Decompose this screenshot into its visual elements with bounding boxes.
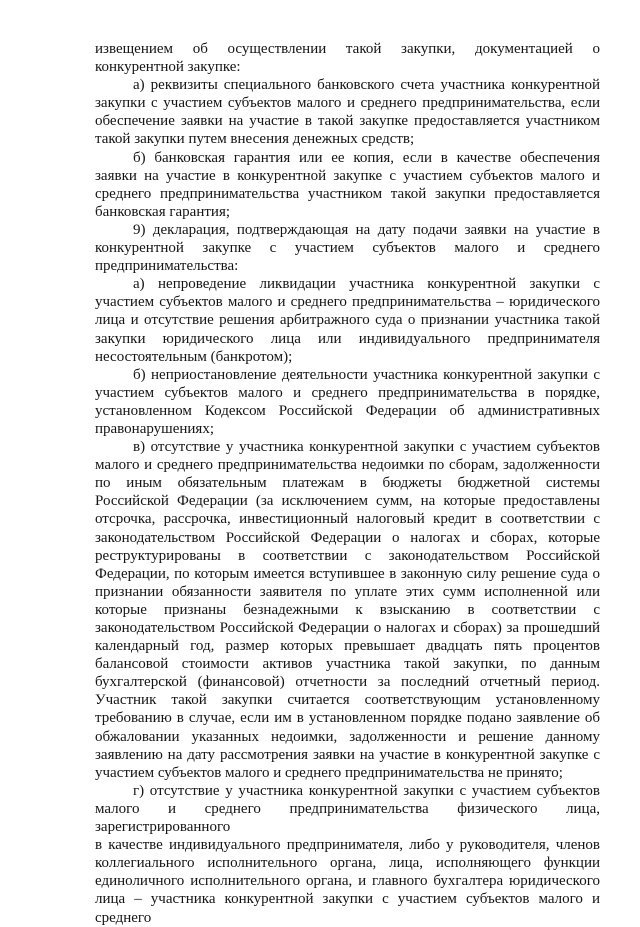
document-text-line: отсрочка, рассрочка, инвестиционный налоговый кредит в соответствии с — [95, 511, 600, 528]
document-text-line: установленном Кодексом Российской Федерации об административных — [95, 402, 600, 419]
document-text-line: Российской Федерации (за исключением сумм, на которые предоставлены — [95, 493, 600, 510]
document-text-line: такой закупки путем внесения денежных средств; — [95, 131, 415, 148]
document-text-line: обеспечение заявки на участие в такой закупке предоставляется участником — [95, 113, 600, 130]
document-page — [95, 40, 600, 927]
document-text-line: признании обязанности заявителя по уплате этих сумм исполненной или — [95, 583, 600, 600]
document-text-line: закупки юридического лица или индивидуального предпринимателя — [95, 330, 600, 347]
document-text-line: предпринимательства: — [95, 258, 239, 275]
document-text-line: законодательством Российской Федерации о налогах и сборах) за прошедший — [95, 620, 600, 636]
document-text-line: лица и отсутствие решения арбитражного суда о признании участника такой — [95, 312, 600, 329]
document-text-line: среднего предпринимательства участником такой закупки предоставляется — [95, 185, 600, 202]
document-text-line: заявки на участие в конкурентной закупке с участием субъектов малого и — [95, 167, 600, 184]
document-text-line: банковская гарантия; — [95, 203, 231, 220]
document-text-line: по иным обязательным платежам в бюджеты бюджетной системы — [95, 475, 600, 492]
document-text-line: в) отсутствие у участника конкурентной закупки с участием субъектов — [133, 439, 600, 456]
document-text-line: малого и среднего предпринимательства недоимки по сборам, задолженности — [95, 457, 600, 474]
document-text-line: требованию в случае, если им в установленном порядке подано заявление об — [95, 710, 600, 727]
document-text-line: конкурентной закупке с участием субъектов малого и среднего — [95, 240, 600, 257]
document-text-line: Участник такой закупки считается соответствующим установленному — [95, 692, 600, 709]
document-text-line: в качестве индивидуального предпринимателя, либо у руководителя, членов — [95, 837, 600, 854]
document-text-line: правонарушениях; — [95, 420, 214, 437]
document-text-line: конкурентной закупке: — [95, 59, 241, 76]
document-text-line: участием субъектов малого и среднего предпринимательства в порядке, — [95, 384, 600, 401]
document-text-line: участием субъектов малого и среднего предпринимательства – юридического — [95, 294, 600, 311]
document-text-line: балансовой стоимости активов участника такой закупки, по данным — [95, 656, 600, 673]
document-text-line: законодательством Российской Федерации о налогах и сборах, которые — [95, 529, 600, 546]
document-text-line: 9) декларация, подтверждающая на дату подачи заявки на участие в — [133, 221, 600, 238]
document-text-line: несостоятельным (банкротом); — [95, 348, 293, 365]
document-text-line: а) реквизиты специального банковского счета участника конкурентной — [133, 77, 600, 94]
document-text-line: заявлению на дату рассмотрения заявки на участие в конкурентной закупке с — [95, 746, 600, 763]
document-text-line: коллегиального исполнительного органа, лица, исполняющего функции — [95, 855, 600, 872]
document-text-line: единоличного исполнительного органа, и главного бухгалтера юридического — [95, 873, 600, 890]
document-text-line: реструктурированы в соответствии с законодательством Российской — [95, 547, 600, 564]
document-text-line: которые признаны безнадежными к взысканию в соответствии с — [95, 601, 600, 618]
document-text-line: участием субъектов малого и среднего предпринимательства не принято; — [95, 764, 563, 781]
document-text-line: закупки с участием субъектов малого и среднего предпринимательства, если — [95, 95, 600, 112]
document-text-line: малого и среднего предпринимательства физического лица, зарегистрированного — [95, 800, 600, 836]
document-text-line: а) непроведение ликвидации участника конкурентной закупки с — [133, 276, 600, 293]
document-text-line: г) отсутствие у участника конкурентной закупки с участием субъектов — [133, 782, 600, 799]
document-text-line: Федерации, по которым имеется вступившее в законную силу решение суда о — [95, 565, 600, 582]
document-text-line: извещением об осуществлении такой закупки, документацией о — [95, 41, 600, 57]
document-text-line: бухгалтерской (финансовой) отчетности за последний отчетный период. — [95, 674, 600, 691]
document-text-line: календарный год, размер которых превышает двадцать пять процентов — [95, 638, 600, 655]
document-text-line: лица – участника конкурентной закупки с участием субъектов малого и среднего — [95, 891, 600, 926]
document-text-line: б) банковская гарантия или ее копия, если в качестве обеспечения — [133, 149, 600, 166]
document-text-line: обжаловании указанных недоимки, задолженности и решение данному — [95, 728, 600, 745]
document-text-line: б) неприостановление деятельности участника конкурентной закупки с — [133, 366, 600, 383]
